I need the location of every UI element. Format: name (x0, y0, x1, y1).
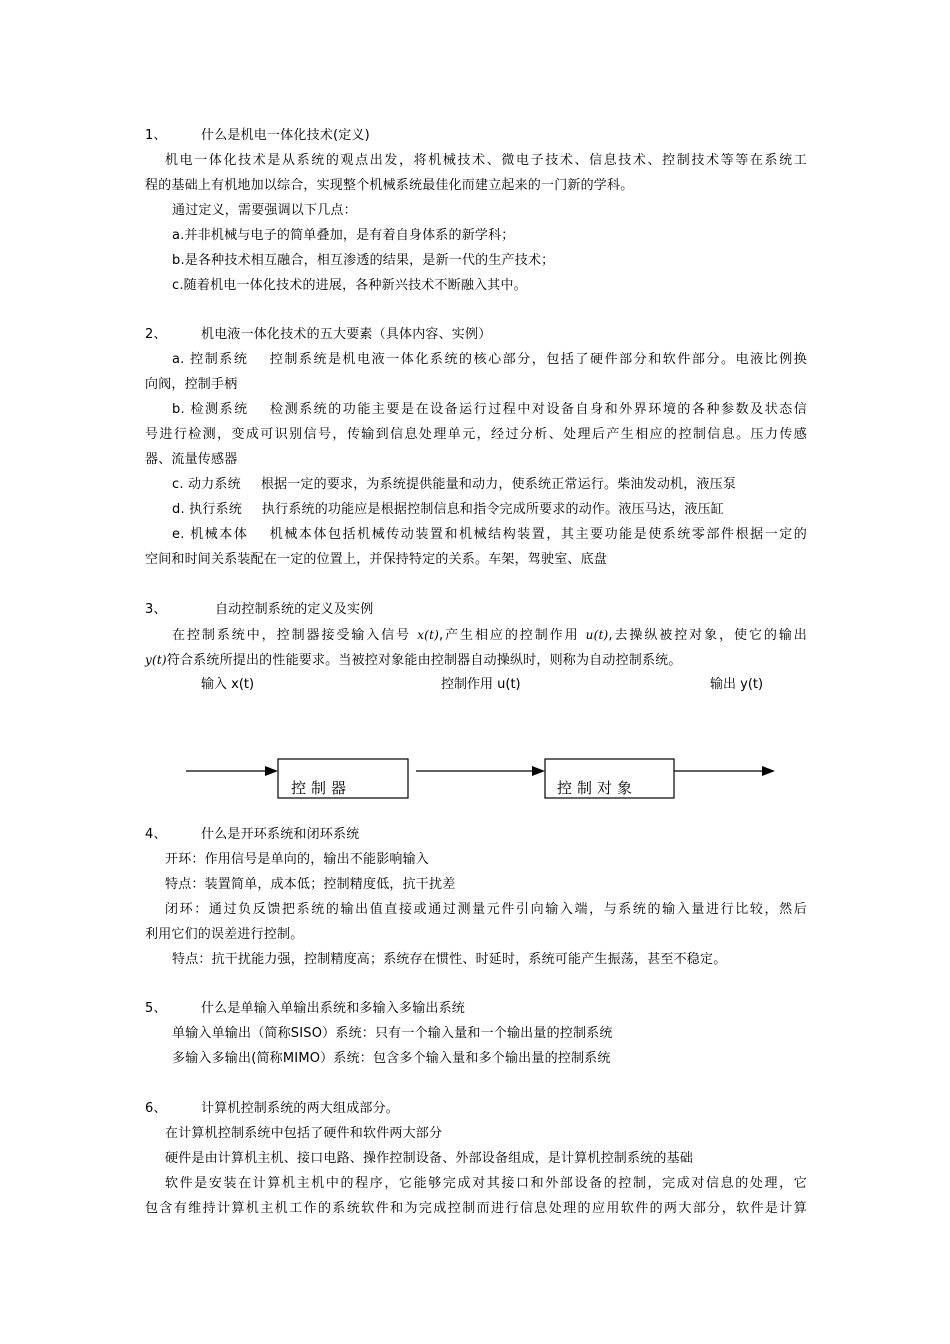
control-arrow-head (532, 766, 545, 776)
section-title: 什么是机电一体化技术(定义) (201, 128, 370, 143)
list-item (172, 400, 807, 420)
list-item (172, 525, 807, 545)
section-5-heading (145, 999, 807, 1019)
item-text: 执行系统的功能应是根据控制信息和指令完成所要求的动作。液压马达，液压缸 (261, 502, 724, 517)
section-title: 什么是开环系统和闭环系统 (201, 827, 360, 842)
paragraph: 单输入单输出（简称SISO）系统：只有一个输入量和一个输出量的控制系统 (172, 1026, 613, 1041)
paragraph: 开环：作用信号是单向的，输出不能影响输入 (165, 852, 430, 867)
item-label: b. 检测系统 (172, 402, 249, 417)
item-label: c. 动力系统 (172, 477, 241, 492)
section-2-heading (145, 325, 807, 345)
diagram-lines (0, 670, 950, 810)
text-run: 符合系统所提出的性能要求。当被控对象能由控制器自动操纵时，则称为自动控制系统。 (166, 653, 682, 668)
section-title: 自动控制系统的定义及实例 (215, 602, 374, 617)
plant-label: 控制对象 (557, 779, 638, 797)
paragraph: 软件是安装在计算机主机中的程序，它能够完成对其接口和外部设备的控制，完成对信息的处理，它 (165, 1176, 807, 1191)
paragraph (172, 625, 807, 646)
list-item (172, 475, 834, 495)
paragraph: 机电一体化技术是从系统的观点出发，将机械技术、微电子技术、信息技术、控制技术等等在系统工 (165, 153, 807, 168)
section-number: 6、 (145, 1101, 167, 1116)
block-diagram (0, 670, 950, 810)
math-y: y(t) (145, 653, 167, 667)
item-label: e. 机械本体 (172, 527, 249, 542)
paragraph: 器、流量传感器 (145, 452, 238, 467)
paragraph: 空间和时间关系装配在一定的位置上，并保持特定的关系。车架，驾驶室、底盘 (145, 552, 608, 567)
control-action-label: 控制作用 u(t) (441, 677, 521, 692)
item-label: a. 控制系统 (172, 352, 249, 367)
math-u: u(t) (585, 628, 609, 642)
item-text: 控制系统是机电液一体化系统的核心部分，包括了硬件部分和软件部分。电液比例换 (268, 352, 807, 367)
output-arrow-head (762, 766, 775, 776)
section-title: 计算机控制系统的两大组成部分。 (201, 1101, 400, 1116)
paragraph: 硬件是由计算机主机、接口电路、操作控制设备、外部设备组成，是计算机控制系统的基础 (165, 1151, 694, 1166)
section-4-heading (145, 825, 807, 845)
paragraph: 闭环：通过负反馈把系统的输出值直接或通过测量元件引向输入端，与系统的输入量进行比较，然后 (165, 902, 807, 917)
item-text: 检测系统的功能主要是在设备运行过程中对设备自身和外界环境的各种参数及状态信 (268, 402, 807, 417)
item-label: d. 执行系统 (172, 502, 242, 517)
paragraph: 在计算机控制系统中包括了硬件和软件两大部分 (165, 1126, 443, 1141)
paragraph: 利用它们的误差进行控制。 (145, 927, 304, 942)
section-6-heading (145, 1099, 807, 1119)
section-number: 2、 (145, 327, 167, 342)
text-run: ,去操纵被控对象，使它的输出 (608, 628, 807, 643)
text-run: 在控制系统中，控制器接受输入信号 (172, 628, 418, 643)
section-3-heading (145, 600, 807, 620)
input-arrow-head (265, 766, 278, 776)
section-title: 什么是单输入单输出系统和多输入多输出系统 (201, 1001, 466, 1016)
paragraph: 多输入多输出(简称MIMO）系统：包含多个输入量和多个输出量的控制系统 (172, 1051, 611, 1066)
list-item (172, 500, 834, 520)
section-number: 4、 (145, 827, 167, 842)
paragraph: 包含有维持计算机主机工作的系统软件和为完成控制而进行信息处理的应用软件的两大部分，软件是计算 (145, 1201, 807, 1216)
section-number: 1、 (145, 128, 167, 143)
text-run: ,产生相应的控制作用 (438, 628, 586, 643)
section-number: 5、 (145, 1001, 167, 1016)
output-label: 输出 y(t) (710, 677, 764, 692)
paragraph: 特点：装置简单，成本低；控制精度低，抗干扰差 (165, 877, 456, 892)
list-item (172, 350, 807, 370)
paragraph: 号进行检测，变成可识别信号，传输到信息处理单元，经过分析、处理后产生相应的控制信息。压力传感 (145, 427, 807, 442)
item-text: 根据一定的要求，为系统提供能量和动力，使系统正常运行。柴油发动机，液压泵 (260, 477, 737, 492)
paragraph: 程的基础上有机地加以综合，实现整个机械系统最佳化而建立起来的一门新的学科。 (145, 178, 634, 193)
paragraph (145, 650, 807, 671)
list-item: a.并非机械与电子的简单叠加，是有着自身体系的新学科； (172, 228, 515, 243)
paragraph: 向阀，控制手柄 (145, 377, 238, 392)
list-item: b.是各种技术相互融合，相互渗透的结果，是新一代的生产技术； (172, 253, 555, 268)
input-label: 输入 x(t) (201, 677, 255, 692)
list-item: c.随着机电一体化技术的进展，各种新兴技术不断融入其中。 (172, 278, 527, 293)
section-title: 机电液一体化技术的五大要素（具体内容、实例） (201, 327, 492, 342)
item-text: 机械本体包括机械传动装置和机械结构装置，其主要功能是使系统零部件根据一定的 (268, 527, 807, 542)
math-x: x(t) (417, 628, 439, 642)
paragraph: 特点：抗干扰能力强，控制精度高；系统存在惯性、时延时，系统可能产生振荡，甚至不稳定。 (172, 952, 727, 967)
section-1-heading (145, 126, 807, 146)
paragraph: 通过定义，需要强调以下几点： (172, 203, 357, 218)
section-number: 3、 (145, 602, 167, 617)
controller-label: 控制器 (291, 779, 352, 797)
